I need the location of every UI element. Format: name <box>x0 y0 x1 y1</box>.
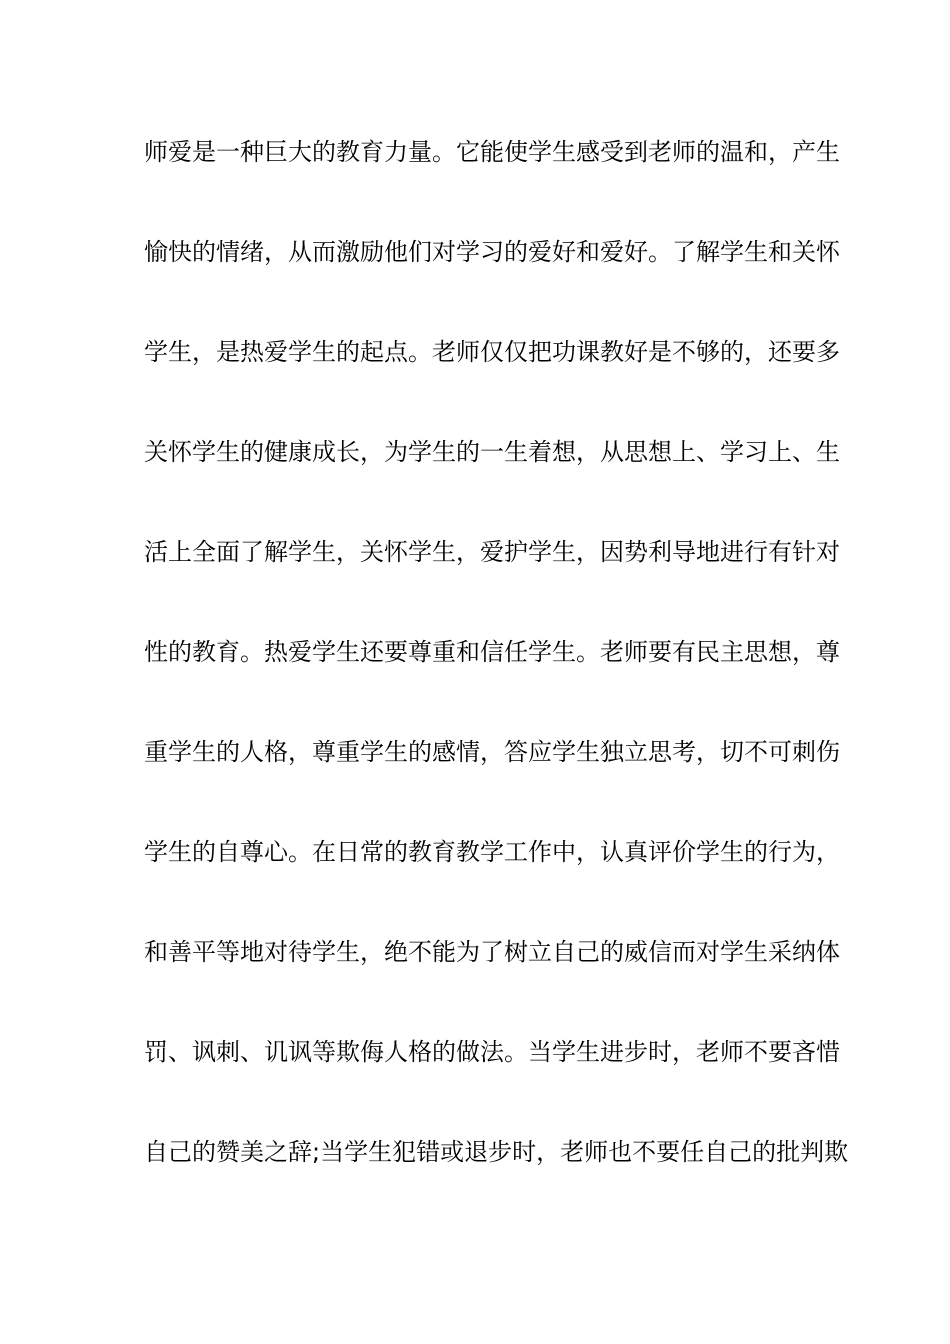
text-line: 活上全面了解学生，关怀学生，爱护学生，因势利导地进行有针对 <box>144 538 840 566</box>
text-line: 自己的赞美之辞;当学生犯错或退步时，老师也不要任自己的批判欺 <box>144 1138 849 1166</box>
text-line: 关怀学生的健康成长，为学生的一生着想，从思想上、学习上、生 <box>144 438 840 466</box>
text-line: 重学生的人格，尊重学生的感情，答应学生独立思考，切不可刺伤 <box>144 738 840 766</box>
text-line: 愉快的情绪，从而激励他们对学习的爱好和爱好。了解学生和关怀 <box>144 238 840 266</box>
text-line: 师爱是一种巨大的教育力量。它能使学生感受到老师的温和，产生 <box>144 138 840 166</box>
text-line: 学生的自尊心。在日常的教育教学工作中，认真评价学生的行为， <box>144 838 840 866</box>
text-line: 性的教育。热爱学生还要尊重和信任学生。老师要有民主思想，尊 <box>144 638 840 666</box>
text-line: 和善平等地对待学生，绝不能为了树立自己的威信而对学生采纳体 <box>144 938 840 966</box>
body-text <box>144 128 849 1228</box>
text-line: 罚、讽刺、讥讽等欺侮人格的做法。当学生进步时，老师不要吝惜 <box>144 1038 840 1066</box>
text-line: 学生，是热爱学生的起点。老师仅仅把功课教好是不够的，还要多 <box>144 338 840 366</box>
